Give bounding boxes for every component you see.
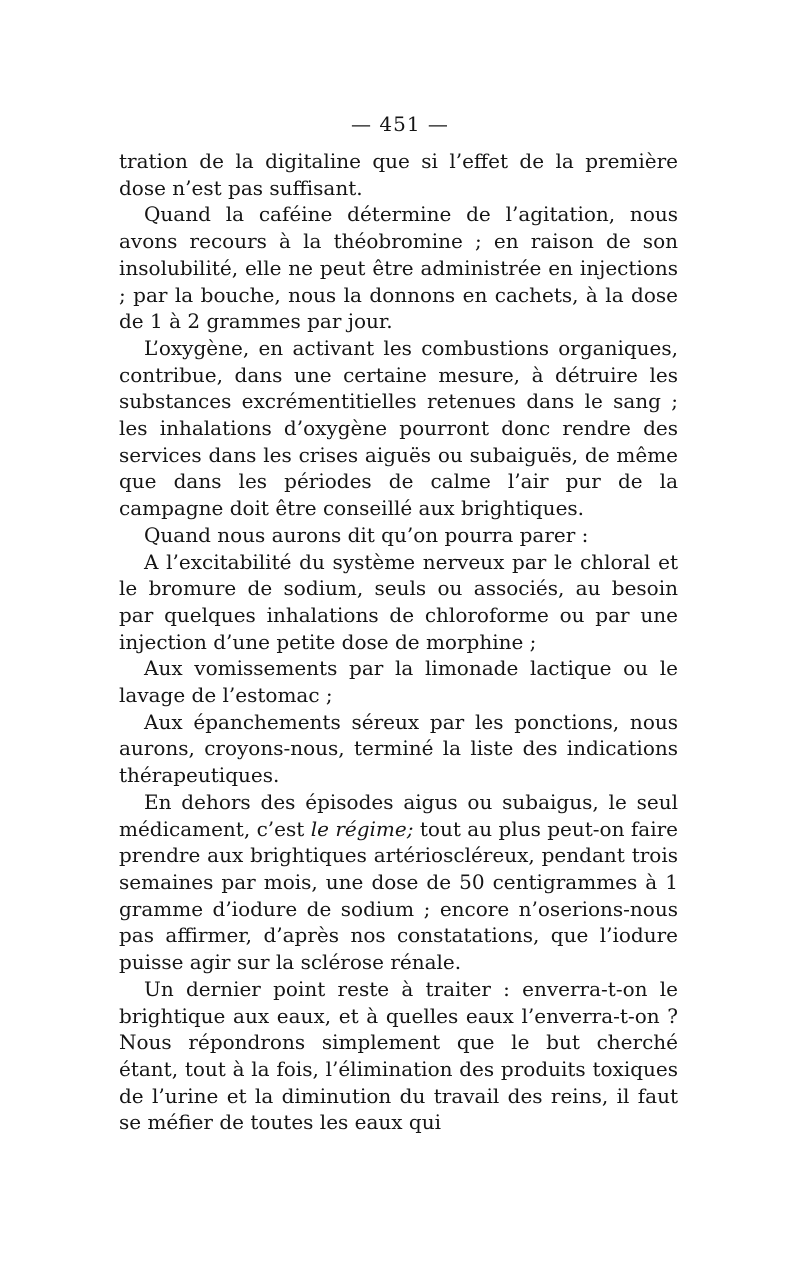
paragraph-parer-intro: Quand nous aurons dit qu’on pourra parer : bbox=[144, 522, 589, 547]
regime-text-before: En dehors des épisodes aigus ou subaigus, le seul médicament, c’est bbox=[119, 789, 678, 841]
regime-emphasis: le régime; bbox=[310, 816, 414, 841]
regime-text-after: tout au plus peut-on faire prendre aux brightiques artérioscléreux, pendant trois semaines par mois, une dose de 50 centigrammes à 1 gramme d’iodure de sodium ; encore n’oserions-nous pas affirmer, d’après nos constatations, que l’iodure puisse agir sur la sclérose rénale. bbox=[119, 816, 678, 975]
paragraph-vomissements: Aux vomissements par la limonade lactique ou le lavage de l’estomac ; bbox=[119, 656, 678, 708]
paragraph-eaux: Un dernier point reste à traiter : enverra-t-on le brightique aux eaux, et à quelles eaux l’enverra-t-on ? Nous répondrons simplement que le but cherché étant, tout à la fois, l’élimination des produits toxiques de l’urine et la diminution du travail des reins, il faut se méfier de toutes les eaux qui bbox=[119, 976, 678, 1135]
page-number: — 451 — bbox=[351, 112, 449, 136]
body-text bbox=[119, 148, 678, 1136]
paragraph-oxygene: L’oxygène, en activant les combustions organiques, contribue, dans une certaine mesure, à détruire les substances excrémentitielles retenues dans le sang ; les inhalations d’oxygène pourront donc rendre des services dans les crises aiguës ou subaiguës, de même que dans les périodes de calme l’air pur de la campagne doit être conseillé aux brightiques. bbox=[119, 335, 678, 521]
paragraph-epanchements: Aux épanchements séreux par les ponctions, nous aurons, croyons-nous, terminé la liste des indications thérapeutiques. bbox=[119, 709, 678, 788]
paragraph-regime bbox=[119, 789, 678, 976]
paragraph-continuation: tration de la digitaline que si l’effet de la première dose n’est pas suffisant. bbox=[119, 149, 678, 200]
paragraph-excitabilite: A l’excitabilité du système nerveux par le chloral et le bromure de sodium, seuls ou associés, au besoin par quelques inhalations de chloroforme ou par une injection d’une petite dose de morphine ; bbox=[119, 549, 678, 654]
paragraph-cafeine: Quand la caféine détermine de l’agitation, nous avons recours à la théobromine ; en raison de son insolubilité, elle ne peut être administrée en injections ; par la bouche, nous la donnons en cachets, à la dose de 1 à 2 grammes par jour. bbox=[119, 202, 678, 334]
